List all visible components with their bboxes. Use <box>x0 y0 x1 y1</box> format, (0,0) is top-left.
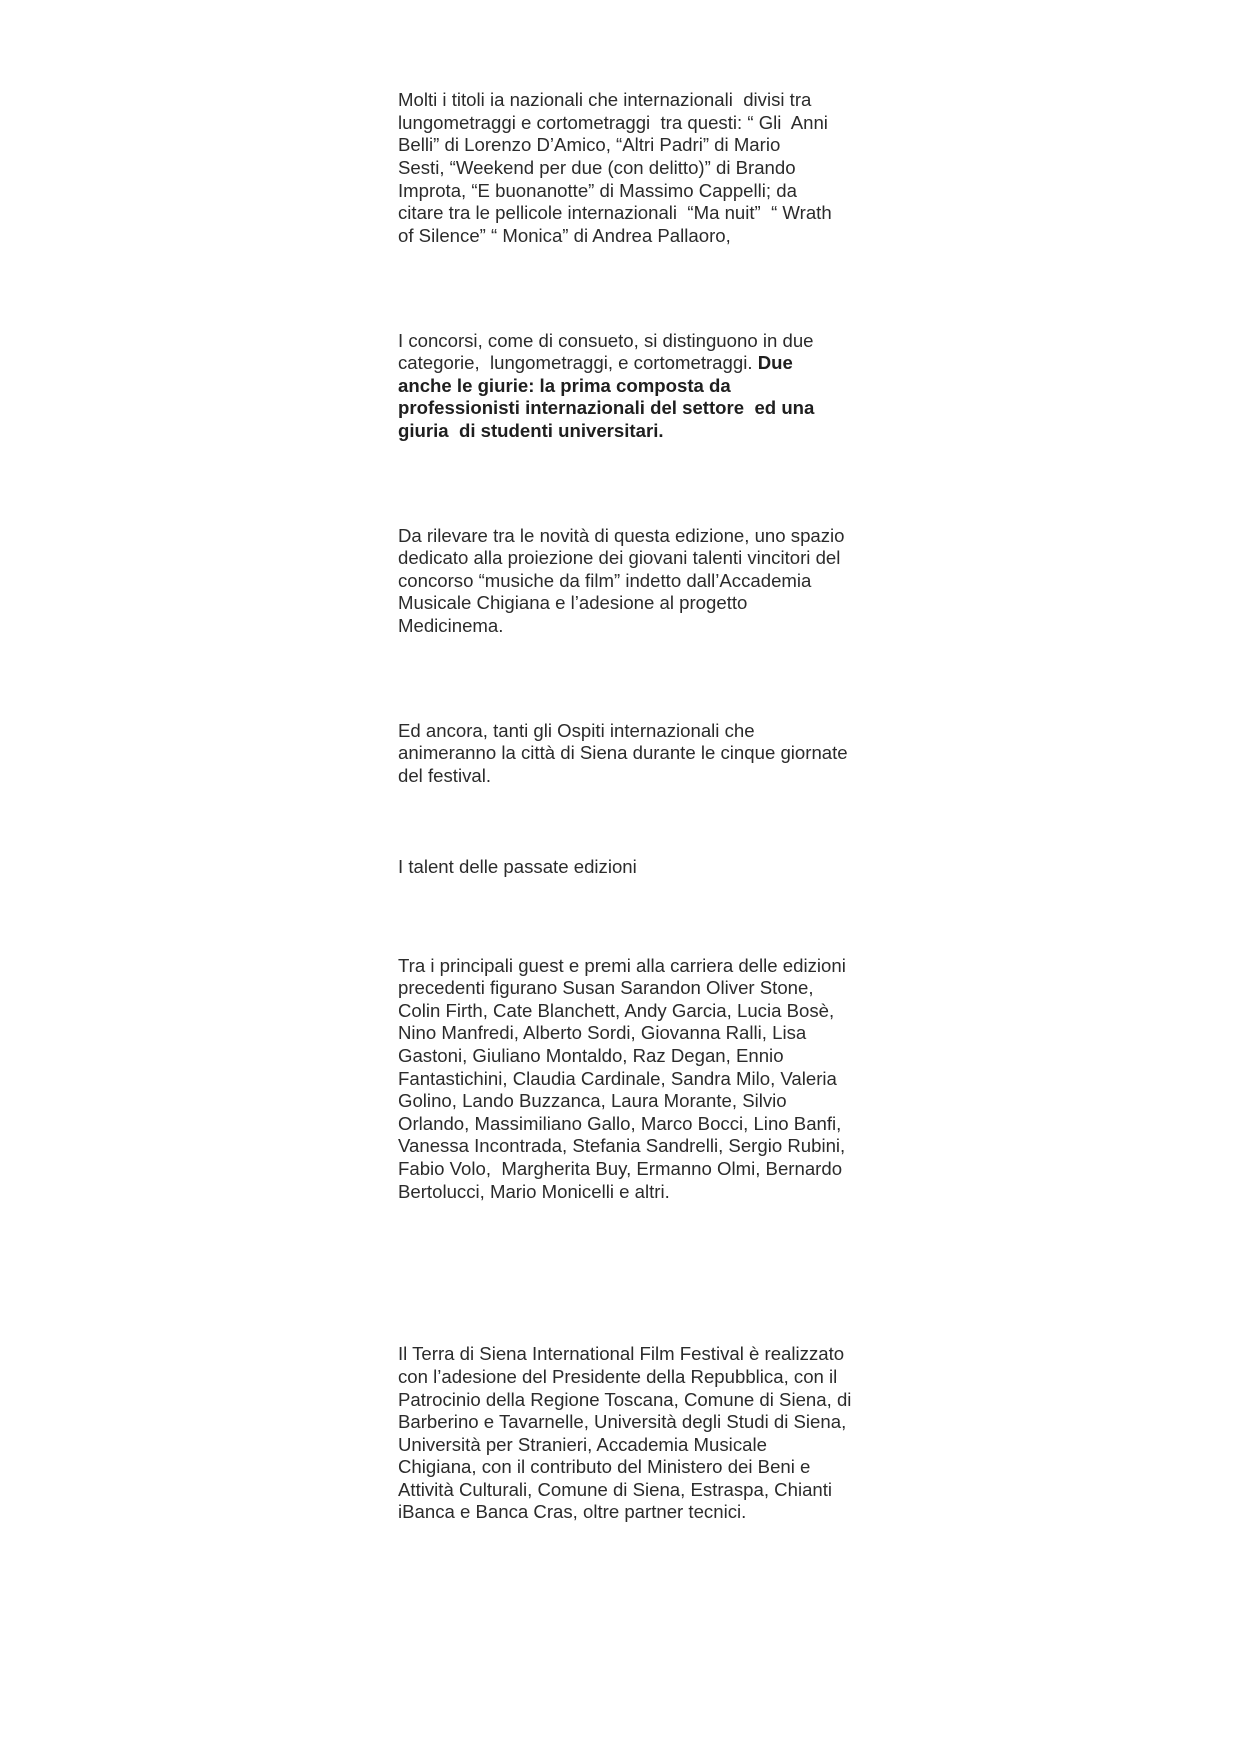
paragraph-sponsors: Il Terra di Siena International Film Festival è realizzato con l’adesione del Presidente della Repubblica, con il Patrocinio della Regione Toscana, Comune di Siena, di Barberino e Tavarnelle, Università degli Studi di Siena, Università per Stranieri, Accademia Musicale Chigiana, con il contributo del Ministero dei Beni e Attività Culturali, Comune di Siena, Estraspa, Chianti iBanca e Banca Cras, oltre partner tecnici. <box>398 1343 852 1523</box>
paragraph-past-guests: Tra i principali guest e premi alla carriera delle edizioni precedenti figurano Susan Sarandon Oliver Stone, Colin Firth, Cate Blanchett, Andy Garcia, Lucia Bosè, Nino Manfredi, Alberto Sordi, Giovanna Ralli, Lisa Gastoni, Giuliano Montaldo, Raz Degan, Ennio Fantastichini, Claudia Cardinale, Sandra Milo, Valeria Golino, Lando Buzzanca, Laura Morante, Silvio Orlando, Massimiliano Gallo, Marco Bocci, Lino Banfi, Vanessa Incontrada, Stefania Sandrelli, Sergio Rubini, Fabio Volo, Margherita Buy, Ermanno Olmi, Bernardo Bertolucci, Mario Monicelli e altri. <box>398 954 846 1202</box>
juries-bold-text: Due anche le giurie: la prima composta da professionisti internazionali del settore ed una giuria di studenti universitari. <box>398 352 815 441</box>
text-column <box>398 44 894 1569</box>
paragraph-film-titles: Molti i titoli ia nazionali che internazionali divisi tra lungometraggi e cortometraggi tra questi: “ Gli Anni Belli” di Lorenzo D’Amico, “Altri Padri” di Mario Sesti, “Weekend per due (con delitto)” di Brando Improta, “E buonanotte” di Massimo Cappelli; da citare tra le pellicole internazionali “Ma nuit” “ Wrath of Silence” “ Monica” di Andrea Pallaoro, <box>398 89 832 246</box>
paragraph-guests: Ed ancora, tanti gli Ospiti internazionali che animeranno la città di Siena durante le cinque giornate del festival. <box>398 719 848 787</box>
paragraph-competitions <box>398 330 894 443</box>
paragraph-new-features: Da rilevare tra le novità di questa edizione, uno spazio dedicato alla proiezione dei giovani talenti vincitori del concorso “musiche da film” indetto dall’Accademia Musicale Chigiana e l’adesione al progetto Medicinema. <box>398 524 845 637</box>
section-heading-past-talent: I talent delle passate edizioni <box>398 855 637 877</box>
competitions-text: I concorsi, come di consueto, si distinguono in due categorie, lungometraggi, e cortometraggi. <box>398 329 814 374</box>
